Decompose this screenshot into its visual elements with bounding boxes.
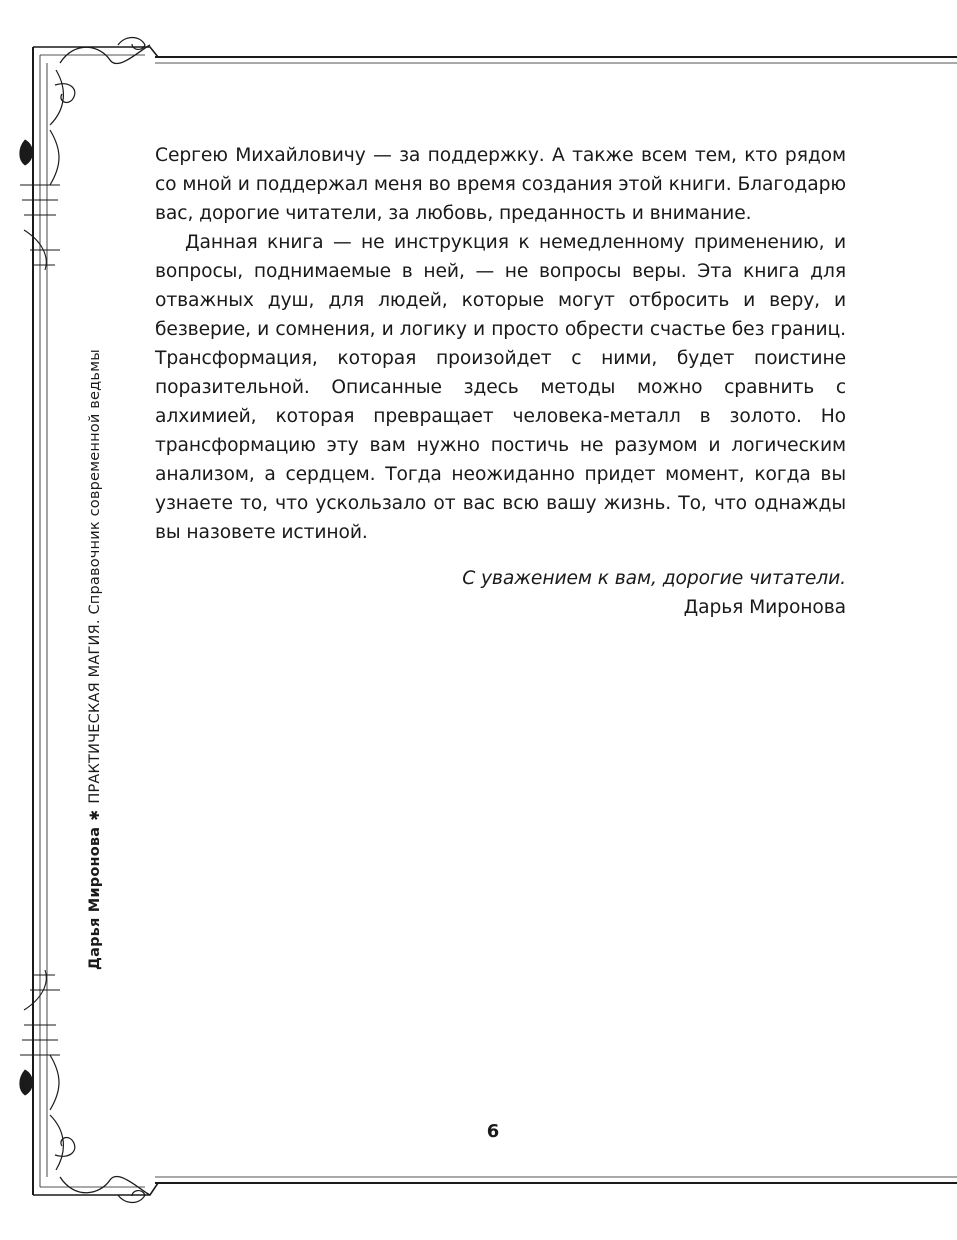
page-number: 6 (486, 1121, 500, 1142)
signature-closing: С уважением к вам, дорогие читатели. (462, 568, 846, 589)
star-separator-icon: ✱ (88, 809, 103, 821)
main-text (155, 141, 846, 622)
signature-block (155, 564, 846, 622)
paragraph-2: Данная книга — не инструкция к немедленному применению, и вопросы, поднимаемые в ней, — не вопросы веры. Эта книга для отважных душ, для людей, которые могут отбросить и веру, и безверие, и сомнения, и логику и просто обрести счастье без границ. Трансформация, которая произойдет с ними, будет поистине поразительной. Описанные здесь методы можно сравнить с алхимией, которая превращает человека-металл в золото. Но трансформацию эту вам нужно постичь не разумом и логическим анализом, а сердцем. Тогда неожиданно придет момент, когда вы узнаете то, что ускользало от вас всю вашу жизнь. То, что однажды вы назовете истиной. (155, 232, 846, 543)
signature-author: Дарья Миронова (683, 597, 846, 618)
spine-series-title: ПРАКТИЧЕСКАЯ МАГИЯ. Справочник современной ведьмы (87, 349, 103, 804)
paragraph-1: Сергею Михайловичу — за поддержку. А также всем тем, кто рядом со мной и поддержал меня во время создания этой книги. Благодарю вас, дорогие читатели, за любовь, преданность и внимание. (155, 145, 846, 224)
spine-author: Дарья Миронова (87, 826, 103, 970)
running-header-vertical (87, 349, 103, 970)
